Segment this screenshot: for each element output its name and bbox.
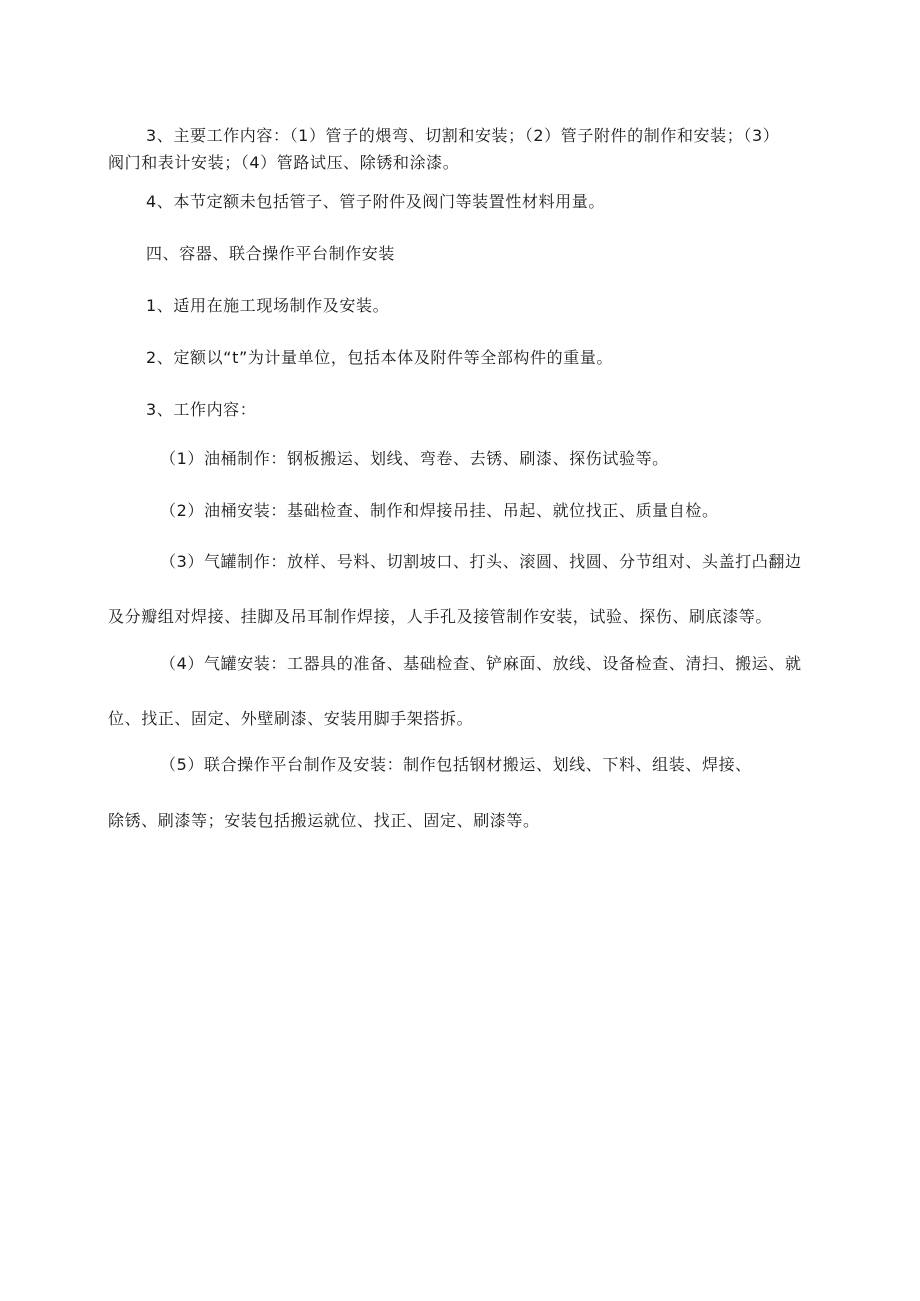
paragraph-quota-exclusion — [108, 189, 823, 212]
paragraph-line: 阀门和表计安装；（4）管路试压、除锈和涂漆。 — [108, 153, 460, 172]
paragraph-line: 4、本节定额未包括管子、管子附件及阀门等装置性材料用量。 — [146, 192, 605, 211]
paragraph-line: 1、适用在施工现场制作及安装。 — [146, 296, 390, 315]
list-item-tank-fabrication — [108, 446, 823, 469]
paragraph-scope — [108, 293, 823, 316]
paragraph-unit — [108, 345, 823, 368]
list-item-platform — [108, 752, 823, 831]
list-item-line: （5）联合操作平台制作及安装：制作包括钢材搬运、划线、下料、组装、焊接、 — [160, 755, 752, 774]
section-heading-text: 四、容器、联合操作平台制作安装 — [146, 244, 396, 263]
paragraph-work-content — [108, 397, 823, 420]
list-item-vessel-installation — [108, 651, 823, 729]
list-item-line: 位、找正、固定、外壁刷漆、安装用脚手架搭拆。 — [108, 709, 474, 728]
list-item-line: 及分瓣组对焊接、挂脚及吊耳制作焊接，人手孔及接管制作安装，试验、探伤、刷底漆等。 — [108, 607, 773, 626]
list-item-line: （1）油桶制作：钢板搬运、划线、弯卷、去锈、刷漆、探伤试验等。 — [160, 449, 669, 468]
paragraph-main-work-content — [108, 123, 823, 173]
list-item-line: （4）气罐安装：工器具的准备、基础检查、铲麻面、放线、设备检查、清扫、搬运、就 — [160, 654, 802, 673]
list-item-tank-installation — [108, 498, 823, 521]
paragraph-line: 3、主要工作内容：（1）管子的煨弯、切割和安装；（2）管子附件的制作和安装；（3） — [146, 126, 780, 145]
list-item-line: 除锈、刷漆等；安装包括搬运就位、找正、固定、刷漆等。 — [108, 811, 540, 830]
list-item-vessel-fabrication — [108, 549, 823, 627]
paragraph-line: 3、工作内容： — [146, 400, 257, 419]
list-item-line: （2）油桶安装：基础检查、制作和焊接吊挂、吊起、就位找正、质量自检。 — [160, 501, 719, 520]
paragraph-line: 2、定额以“t”为计量单位，包括本体及附件等全部构件的重量。 — [146, 348, 614, 367]
section-heading — [108, 241, 823, 264]
list-item-line: （3）气罐制作：放样、号料、切割坡口、打头、滚圆、找圆、分节组对、头盖打凸翻边 — [160, 552, 802, 571]
